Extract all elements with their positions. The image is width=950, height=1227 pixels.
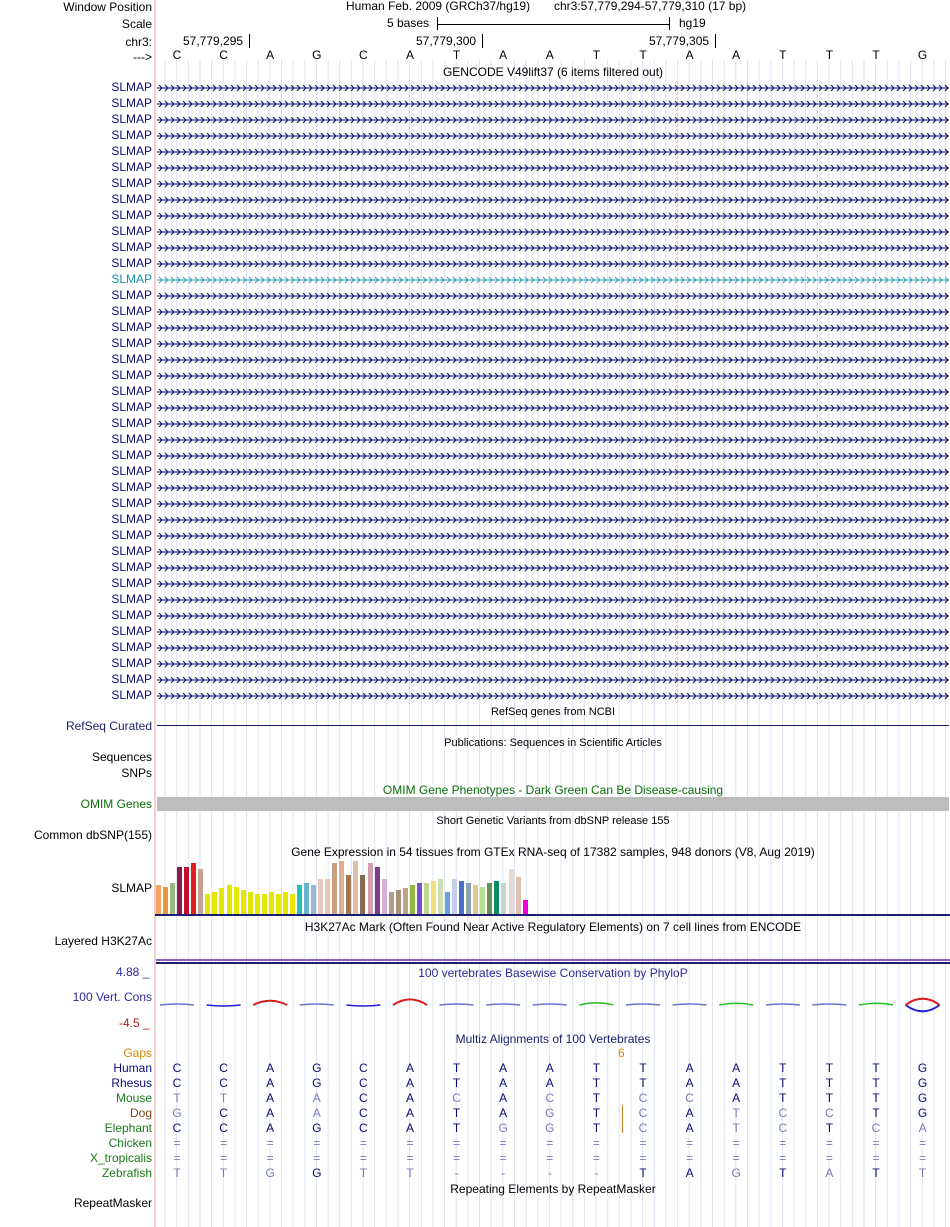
scale-label: Scale [121,17,152,31]
gencode-transcript-line[interactable] [157,532,949,540]
sequence-base: C [172,48,182,62]
gencode-transcript-line[interactable] [157,388,949,396]
sequence-base: T [592,48,601,62]
gencode-transcript-line[interactable] [157,212,949,220]
gencode-transcript-line[interactable] [157,276,949,284]
gencode-transcript-label[interactable]: SLMAP [111,384,152,398]
gencode-transcript-line[interactable] [157,436,949,444]
gencode-transcript-line[interactable] [157,452,949,460]
gencode-transcript-label[interactable]: SLMAP [111,416,152,430]
gencode-transcript-label[interactable]: SLMAP [111,304,152,318]
sequence-base: C [219,48,228,62]
coord-tick-1 [249,34,250,48]
gencode-transcript-label[interactable]: SLMAP [111,144,152,158]
sequence-base: A [545,48,554,62]
gencode-transcript-line[interactable] [157,500,949,508]
sequence-base: A [732,48,741,62]
gencode-transcript-label[interactable]: SLMAP [111,128,152,142]
gencode-transcript-label[interactable]: SLMAP [111,352,152,366]
gencode-transcript-label[interactable]: SLMAP [111,480,152,494]
gencode-transcript-label[interactable]: SLMAP [111,560,152,574]
coord-label-1: 57,779,295 [183,34,244,48]
gencode-transcript-line[interactable] [157,180,949,188]
gencode-transcript-line[interactable] [157,308,949,316]
sequence-base: T [872,48,880,62]
gencode-transcript-label[interactable]: SLMAP [111,160,152,174]
gencode-transcript-label[interactable]: SLMAP [111,448,152,462]
coord-tick-3 [715,34,716,48]
gencode-transcript-label[interactable]: SLMAP [111,208,152,222]
gencode-transcript-line[interactable] [157,196,949,204]
gencode-transcript-line[interactable] [157,548,949,556]
scale-bar-right-tick [669,17,670,30]
assembly-name: Human Feb. 2009 (GRCh37/hg19) [346,0,531,13]
gencode-transcript-label[interactable]: SLMAP [111,112,152,126]
gencode-transcript-line[interactable] [157,132,949,140]
gencode-transcript-label[interactable]: SLMAP [111,512,152,526]
sequence-base: A [499,48,508,62]
gencode-transcript-line[interactable] [157,580,949,588]
gencode-transcript-line[interactable] [157,324,949,332]
gencode-transcript-label[interactable]: SLMAP [111,496,152,510]
gencode-transcript-line[interactable] [157,340,949,348]
gencode-transcript-label[interactable]: SLMAP [111,336,152,350]
sequence-base: A [266,48,275,62]
gencode-transcript-label[interactable]: SLMAP [111,656,152,670]
gencode-transcript-line[interactable] [157,612,949,620]
chr-label: chr3: [125,35,152,49]
gencode-transcript-label[interactable]: SLMAP [111,96,152,110]
db-name: hg19 [679,16,706,30]
scale-bar-left-tick [437,17,438,30]
gencode-transcript-line[interactable] [157,228,949,236]
gencode-transcript-line[interactable] [157,244,949,252]
gencode-transcript-label[interactable]: SLMAP [111,528,152,542]
gencode-transcript-line[interactable] [157,404,949,412]
gencode-transcript-label[interactable]: SLMAP [111,432,152,446]
coord-label-2: 57,779,300 [416,34,477,48]
gencode-transcript-label[interactable]: SLMAP [111,576,152,590]
gencode-transcript-label[interactable]: SLMAP [111,240,152,254]
gencode-transcript-line[interactable] [157,660,949,668]
gencode-transcript-line[interactable] [157,148,949,156]
sequence-base: A [405,48,414,62]
gencode-transcript-label[interactable]: SLMAP [111,624,152,638]
gencode-transcript-line[interactable] [157,628,949,636]
gencode-transcript-line[interactable] [157,516,949,524]
gencode-transcript-line[interactable] [157,292,949,300]
sequence-base: T [639,48,647,62]
gencode-transcript-label[interactable]: SLMAP [111,368,152,382]
gencode-transcript-line[interactable] [157,564,949,572]
sequence-base: T [452,48,461,62]
gencode-transcript-line[interactable] [157,420,949,428]
gencode-transcript-line[interactable] [157,596,949,604]
sequence-base: A [685,48,694,62]
gencode-transcript-label[interactable]: SLMAP [111,288,152,302]
gencode-transcript-label[interactable]: SLMAP [111,256,152,270]
gencode-transcript-line[interactable] [157,372,949,380]
sequence-base: T [779,48,787,62]
gencode-transcript-label[interactable]: SLMAP [111,464,152,478]
sequence-base: G [312,48,322,62]
gencode-transcript-line[interactable] [157,484,949,492]
gencode-transcript-label[interactable]: SLMAP [111,640,152,654]
gencode-transcript-line[interactable] [157,644,949,652]
gencode-transcript-label[interactable]: SLMAP [111,320,152,334]
gencode-track-title: GENCODE V49lift37 (6 items filtered out) [442,65,664,79]
gencode-transcript-line[interactable] [157,100,949,108]
gencode-transcript-label[interactable]: SLMAP [111,544,152,558]
gencode-transcript-label[interactable]: SLMAP [111,272,152,286]
strand-label: ---> [133,50,152,64]
gencode-transcript-label[interactable]: SLMAP [111,176,152,190]
gencode-transcript-label[interactable]: SLMAP [111,608,152,622]
gencode-transcript-label[interactable]: SLMAP [111,192,152,206]
gencode-transcript-label[interactable]: SLMAP [111,80,152,94]
gencode-transcript-line[interactable] [157,356,949,364]
gencode-transcript-label[interactable]: SLMAP [111,224,152,238]
position-range[interactable]: chr3:57,779,294-57,779,310 (17 bp) [554,0,747,13]
gencode-transcript-line[interactable] [157,84,949,92]
sequence-base: C [359,48,368,62]
sequence-base: G [917,48,928,62]
window-position-label: Window Position [63,0,152,14]
gencode-transcript-line[interactable] [157,468,949,476]
gencode-transcript-line[interactable] [157,164,949,172]
scale-text: 5 bases [387,16,430,30]
gencode-transcript-label[interactable]: SLMAP [111,592,152,606]
gencode-transcript-line[interactable] [157,260,949,268]
coord-label-3: 57,779,305 [649,34,710,48]
gencode-transcript-label[interactable]: SLMAP [111,400,152,414]
gencode-transcript-line[interactable] [157,116,949,124]
sequence-base: T [825,48,834,62]
scale-bar [437,24,669,25]
coord-tick-2 [482,34,483,48]
